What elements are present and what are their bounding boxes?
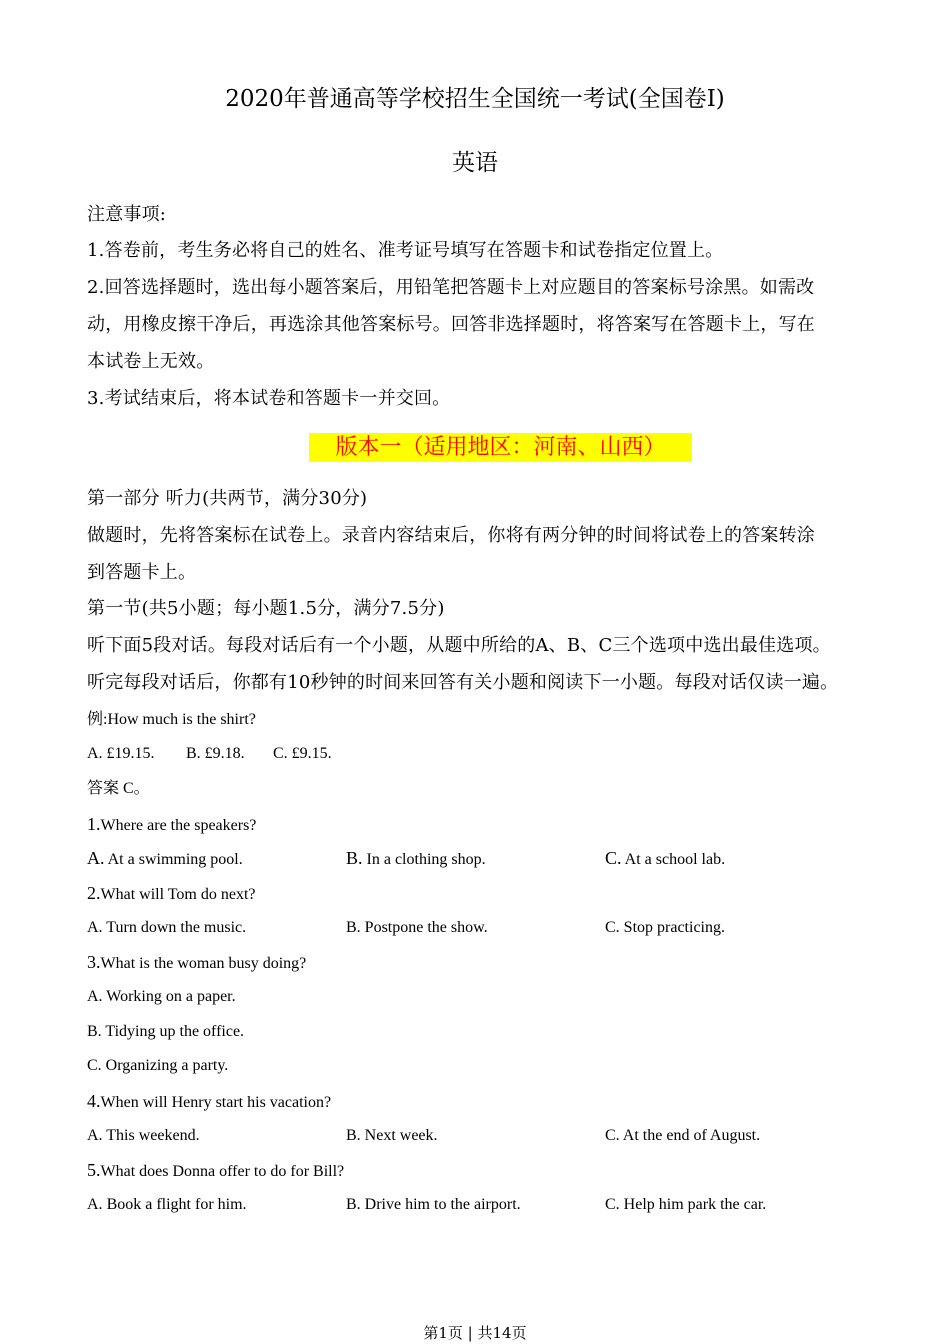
example-option: C. £9.15. [273,745,332,762]
notes-line: 本试卷上无效。 [87,351,215,372]
option-letter: A. [87,919,103,936]
option-letter: B. [346,1196,361,1213]
question-2-option [87,916,246,940]
subject-title: 英语 [452,150,498,176]
option-letter: A. [87,1196,103,1213]
option-letter: C. [605,848,622,868]
option-letter: C. [605,1196,620,1213]
option-text: This weekend. [106,1127,200,1144]
question-5-option [346,1193,521,1217]
notes-line: 动，用橡皮擦干净后，再选涂其他答案标号。回答非选择题时，将答案写在答题卡上，写在 [87,314,815,335]
section-instructions: 听下面5段对话。每段对话后有一个小题，从题中所给的A、B、C三个选项中选出最佳选项。 [87,635,831,656]
notes-heading: 注意事项: [87,204,167,225]
example-answer: 答案 C。 [87,780,150,797]
option-letter: B. [346,1127,361,1144]
question-4 [87,1089,331,1115]
part-heading: 第一部分 听力(共两节，满分30分) [87,488,368,509]
question-1-option [87,846,243,872]
notes-line: 1.答卷前，考生务必将自己的姓名、准考证号填写在答题卡和试卷指定位置上。 [87,240,724,261]
option-letter: B. [346,848,363,868]
part-instructions: 到答题卡上。 [87,562,197,583]
question-5-option [605,1193,766,1217]
question-3 [87,950,306,976]
question-1-option [605,846,725,872]
question-number: 1. [87,814,101,834]
question-2 [87,881,256,907]
question-2-option [605,916,725,940]
option-text: Help him park the car. [623,1196,767,1213]
option-letter: A. [87,988,103,1005]
question-text: What will Tom do next? [100,886,256,903]
page-footer: 第1页 | 共14页 [423,1324,527,1342]
question-1 [87,812,256,838]
question-3-option [87,1054,228,1078]
question-1-option [346,846,486,872]
question-5-option [87,1193,247,1217]
question-5 [87,1158,344,1184]
option-text: Organizing a party. [105,1057,229,1074]
option-text: In a clothing shop. [366,851,486,868]
question-number: 4. [87,1091,101,1111]
option-letter: C. [605,1127,620,1144]
exam-title: 2020年普通高等学校招生全国统一考试(全国卷I) [225,86,725,112]
version-banner: 版本一（适用地区：河南、山西） [309,433,692,462]
question-3-option [87,985,236,1009]
option-text: Book a flight for him. [106,1196,247,1213]
example-option: B. £9.18. [186,745,245,762]
question-4-option [605,1124,760,1148]
option-text: Turn down the music. [106,919,247,936]
option-letter: B. [346,919,361,936]
section-heading: 第一节(共5小题；每小题1.5分，满分7.5分) [87,598,445,619]
example-option: A. £19.15. [87,745,155,762]
question-4-option [87,1124,200,1148]
notes-line: 3.考试结束后，将本试卷和答题卡一并交回。 [87,388,451,409]
option-text: Drive him to the airport. [364,1196,521,1213]
question-number: 2. [87,883,101,903]
question-text: When will Henry start his vacation? [100,1094,332,1111]
option-letter: A. [87,848,105,868]
question-2-option [346,916,488,940]
question-number: 5. [87,1160,101,1180]
option-text: At the end of August. [622,1127,761,1144]
example-question: 例:How much is the shirt? [87,711,256,728]
notes-line: 2.回答选择题时，选出每小题答案后，用铅笔把答题卡上对应题目的答案标号涂黑。如需改 [87,277,815,298]
question-4-option [346,1124,438,1148]
option-text: Next week. [364,1127,438,1144]
option-letter: A. [87,1127,103,1144]
question-number: 3. [87,952,101,972]
option-text: Stop practicing. [623,919,725,936]
question-3-option [87,1020,244,1044]
option-text: Tidying up the office. [105,1023,245,1040]
option-letter: C. [605,919,620,936]
question-text: What does Donna offer to do for Bill? [100,1163,345,1180]
question-text: What is the woman busy doing? [100,955,307,972]
part-instructions: 做题时，先将答案标在试卷上。录音内容结束后，你将有两分钟的时间将试卷上的答案转涂 [87,525,815,546]
option-text: At a school lab. [624,851,726,868]
section-instructions: 听完每段对话后，你都有10秒钟的时间来回答有关小题和阅读下一小题。每段对话仅读一遍。 [87,672,839,693]
option-letter: B. [87,1023,102,1040]
question-text: Where are the speakers? [100,817,257,834]
option-text: Postpone the show. [364,919,488,936]
option-text: At a swimming pool. [107,851,243,868]
option-text: Working on a paper. [106,988,236,1005]
option-letter: C. [87,1057,102,1074]
